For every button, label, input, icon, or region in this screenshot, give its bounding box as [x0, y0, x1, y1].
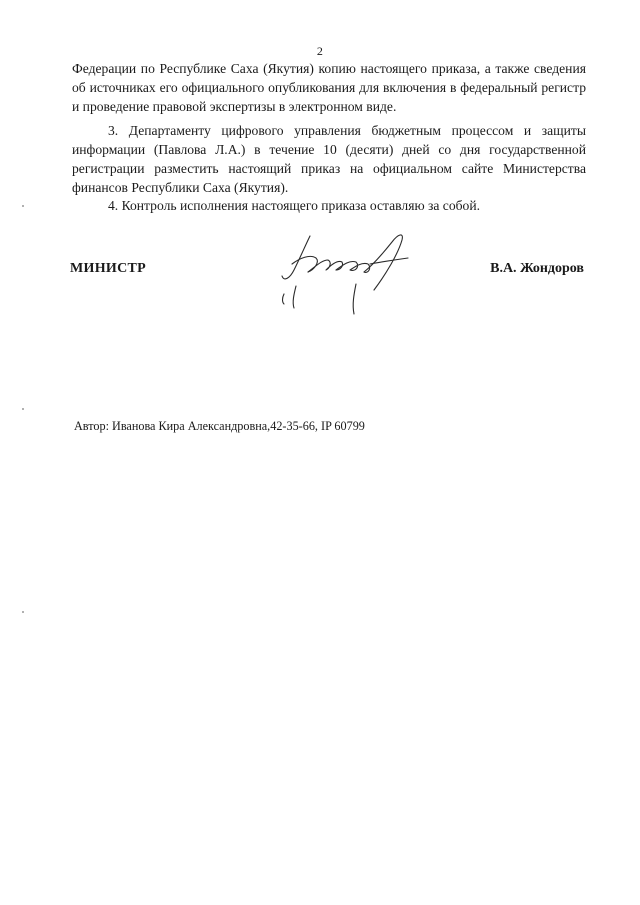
signatory-name: В.А. Жондоров [490, 261, 584, 276]
scan-speck [22, 408, 24, 410]
paragraph-2: 3. Департаменту цифрового управления бюджетным процессом и защиты информации (Павлова Л.А.) в течение 10 (десяти) дней со дня государственной регистрации разместить настоящий приказ на официальном сайте Министерства финансов Республики Саха (Якутия). [72, 123, 586, 195]
handwritten-signature [270, 224, 430, 324]
signatory-title: МИНИСТР [70, 261, 146, 276]
page-number: 2 [316, 44, 324, 58]
author-line: Автор: Иванова Кира Александровна,42-35-66, IP 60799 [74, 419, 365, 433]
paragraph-3: 4. Контроль исполнения настоящего приказа оставляю за собой. [108, 198, 481, 213]
scan-speck [22, 611, 24, 613]
paragraph-1: Федерации по Республике Саха (Якутия) копию настоящего приказа, а также сведения об источниках его официального опубликования для включения в федеральный регистр и проведение правовой экспертизы в электронном виде. [72, 61, 586, 114]
scan-speck [22, 205, 24, 207]
